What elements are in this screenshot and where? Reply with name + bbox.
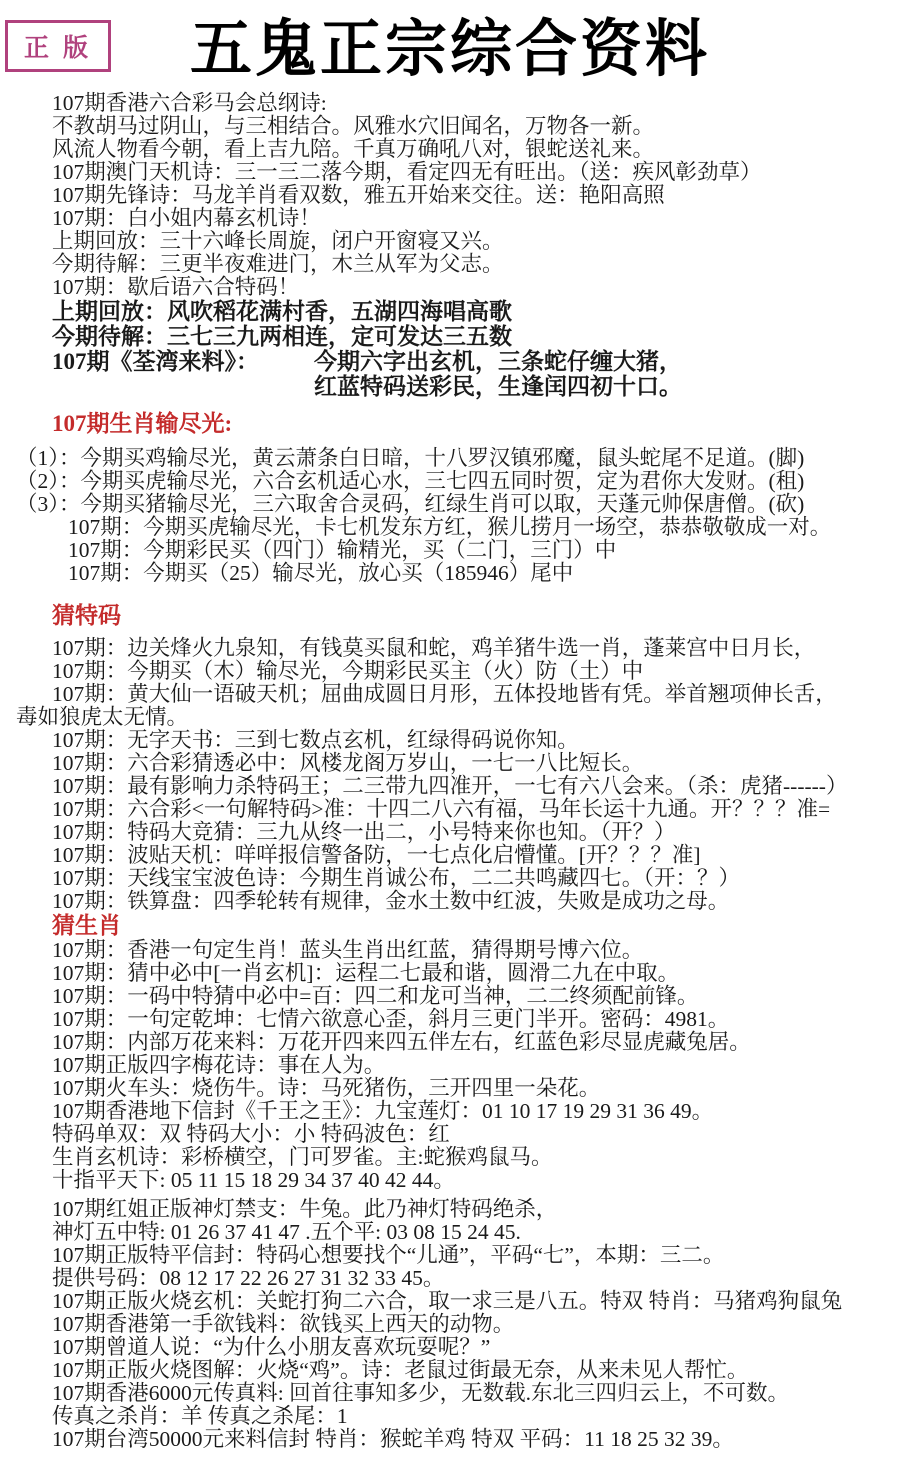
text-line: 传真之杀肖：羊 传真之杀尾：1 [52, 1404, 348, 1429]
text-line: 107期：歇后语六合特码！ [52, 275, 300, 300]
text-line: 提供号码：08 12 17 22 26 27 31 32 33 45。 [52, 1266, 445, 1291]
text-line: （3）：今期买猪输尽光，三六取舍合灵码，红绿生肖可以取，天蓬元帅保唐僧。(砍) [16, 492, 805, 517]
authentic-badge-label: 正版 [24, 35, 103, 62]
text-line: 不教胡马过阴山，与三相结合。风雅水穴旧闻名，万物各一新。 [52, 114, 655, 139]
text-line: 107期：无字天书：三到七数点玄机，红绿得码说你知。 [52, 728, 579, 753]
text-line: 107期：铁算盘：四季轮转有规律，金水土数中红波，失败是成功之母。 [52, 889, 730, 914]
content-lines [0, 90, 900, 1451]
text-line: 今期待解：三更半夜难进门，木兰从军为父志。 [52, 252, 504, 277]
text-line: 107期：六合彩<一句解特码>准：十四二八六有福，马年长运十九通。开？？？准= [52, 797, 831, 822]
text-line: 107期：香港一句定生肖！蓝头生肖出红蓝，猜得期号博六位。 [52, 938, 644, 963]
text-line: （2）：今期买虎输尽光，六合玄机适心水，三七四五同时贺，定为君你大发财。(租) [16, 469, 805, 494]
poem-line: 红蓝特码送彩民，生逢闰四初十口。 [314, 374, 682, 400]
text-line: 风流人物看今朝，看上吉九陪。千真万确吼八对，银蛇送礼来。 [52, 137, 655, 162]
section-header-cai-tema: 猜特码 [52, 603, 121, 629]
text-line: 107期正版火烧玄机：关蛇打狗二六合，取一求三是八五。特双 特肖：马猪鸡狗鼠兔 [52, 1289, 843, 1314]
text-line: 107期：白小姐内幕玄机诗！ [52, 206, 321, 231]
text-line: 神灯五中特: 01 26 37 41 47 .五个平: 03 08 15 24 45. [52, 1220, 521, 1245]
text-line: 107期：内部万花来料：万花开四来四五伴左右，红蓝色彩尽显虎藏兔居。 [52, 1030, 751, 1055]
text-line: 107期：今期买虎输尽光，卡七机发东方红，猴儿捞月一场空，恭恭敬敬成一对。 [68, 515, 832, 540]
text-line: 107期：今期买（木）输尽光，今期彩民买主（火）防（土）中 [52, 659, 644, 684]
text-line: 107期：黄大仙一语破天机；屈曲成圆日月形，五体投地皆有凭。举首翘项伸长舌， [52, 682, 837, 707]
text-line: 107期火车头：烧伤牛。诗：马死猪伤，三开四里一朵花。 [52, 1076, 601, 1101]
text-line: 107期：波贴天机：咩咩报信警备防，一七点化启懵懂。[开？？？准] [52, 843, 701, 868]
text-line: 107期：边关烽火九泉知，有钱莫买鼠和蛇，鸡羊猪牛选一肖，蓬莱宫中日月长， [52, 636, 816, 661]
text-line: 上期回放：三十六峰长周旋，闭户开窗寝又兴。 [52, 229, 504, 254]
text-line: 107期：一码中特猜中必中=百：四二和龙可当神，二二终须配前锋。 [52, 984, 699, 1009]
text-line: 107期台湾50000元来料信封 特肖：猴蛇羊鸡 特双 平码：11 18 25 32 39。 [52, 1427, 734, 1452]
text-line: 生肖玄机诗：彩桥横空，门可罗雀。主:蛇猴鸡鼠马。 [52, 1145, 553, 1170]
text-line: 107期曾道人说：“为什么小朋友喜欢玩耍呢？” [52, 1335, 491, 1360]
text-line: 107期先锋诗：马龙羊肖看双数，雅五开始来交往。送：艳阳高照 [52, 183, 665, 208]
text-line: 107期：天线宝宝波色诗：今期生肖诚公布，二二共鸣藏四七。（开：？） [52, 866, 741, 891]
text-line: 上期回放：风吹稻花满村香，五湖四海唱高歌 [52, 299, 512, 325]
section-header-shengxiao-shujinguang: 107期生肖输尽光: [52, 411, 233, 437]
text-line: 107期香港地下信封《千王之王》：九宝莲灯：01 10 17 19 29 31 36 49。 [52, 1099, 714, 1124]
text-line: 毒如狼虎太无情。 [16, 705, 189, 730]
text-line: 107期：一句定乾坤：七情六欲意心歪，斜月三更门半开。密码：4981。 [52, 1007, 730, 1032]
text-line: 107期澳门天机诗：三一三二落今期，看定四无有旺出。（送：疾风彰劲草） [52, 160, 762, 185]
text-line: 107期香港6000元传真料: 回首往事知多少，无数载.东北三四归云上，不可数。 [52, 1381, 789, 1406]
text-line: 特码单双：双 特码大小：小 特码波色：红 [52, 1122, 450, 1147]
authentic-badge [5, 20, 111, 72]
text-line: 107期正版特平信封：特码心想要找个“儿通”，平码“七”，本期：三二。 [52, 1243, 725, 1268]
text-line: 107期香港六合彩马会总纲诗: [52, 91, 327, 116]
text-line: 107期：特码大竞猜：三九从终一出二，小号特来你也知。（开？） [52, 820, 676, 845]
section-header-cai-shengxiao: 猜生肖 [52, 913, 121, 939]
text-line: 107期正版火烧图解：火烧“鸡”。诗：老鼠过街最无奈，从来未见人帮忙。 [52, 1358, 749, 1383]
text-line: 今期待解：三七三九两相连，定可发达三五数 [52, 324, 512, 350]
text-line: 107期正版四字梅花诗：事在人为。 [52, 1053, 386, 1078]
text-line: 107期：最有影响力杀特码王；二三带九四准开，一七有六八会来。（杀：虎猪------） [52, 774, 848, 799]
text-line: 十指平天下: 05 11 15 18 29 34 37 40 42 44。 [52, 1168, 455, 1193]
text-line: （1）：今期买鸡输尽光，黄云萧条白日暗，十八罗汉镇邪魔，鼠头蛇尾不足道。(脚) [16, 446, 805, 471]
tsuen-wan-label: 107期《荃湾来料》： [52, 349, 259, 375]
text-line: 107期：六合彩猜透必中：风楼龙阁万岁山，一七一八比短长。 [52, 751, 644, 776]
page-title: 五鬼正宗综合资料 [189, 16, 710, 84]
text-line: 107期：猜中必中[一肖玄机]：运程二七最和谐，圆滑二九在中取。 [52, 961, 680, 986]
text-line: 107期：今期买（25）输尽光，放心买（185946）尾中 [68, 561, 574, 586]
tsuen-wan-lines [52, 349, 900, 399]
poem-line: 今期六字出玄机，三条蛇仔缠大猪， [314, 349, 682, 375]
tsuen-wan-poem [314, 349, 682, 399]
text-line: 107期香港第一手欲钱料：欲钱买上西天的动物。 [52, 1312, 515, 1337]
text-line: 107期：今期彩民买（四门）输精光，买（二门，三门）中 [68, 538, 617, 563]
text-line: 107期红姐正版神灯禁支：牛兔。此乃神灯特码绝杀， [52, 1197, 558, 1222]
